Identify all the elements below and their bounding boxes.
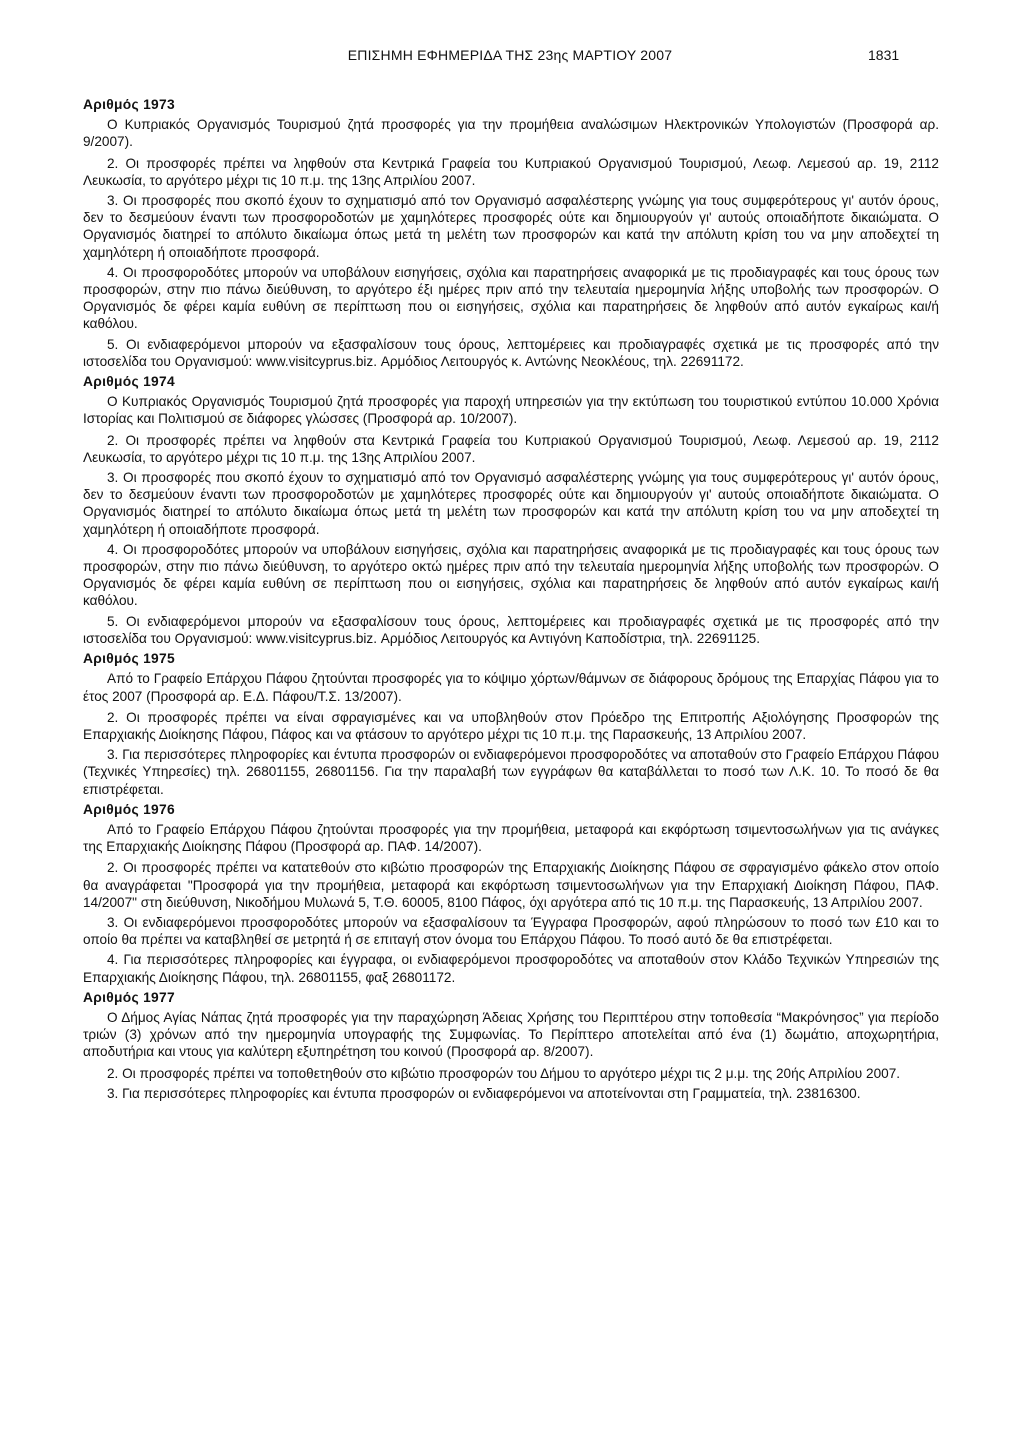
notice-1975: [83, 650, 939, 798]
notice-number: Αριθμός 1974: [83, 374, 175, 390]
notice-1977: [83, 989, 939, 1102]
notice-paragraph: Από το Γραφείο Επάρχου Πάφου ζητούνται προσφορές για το κόψιμο χόρτων/θάμνων σε διάφορους δρόμους της Επαρχίας Πάφου για το έτος 2007 (Προσφορά αρ. Ε.Δ. Πάφου/Τ.Σ. 13/2007).: [83, 671, 939, 704]
notice-paragraph: 2. Οι προσφορές πρέπει να τοποθετηθούν στο κιβώτιο προσφορών του Δήμου το αργότερο μέχρι τις 2 μ.μ. της 20ής Απριλίου 2007.: [107, 1065, 901, 1081]
notice-paragraph: 2. Οι προσφορές πρέπει να κατατεθούν στο κιβώτιο προσφορών της Επαρχιακής Διοίκησης Πάφου σε σφραγισμένο φάκελο στον οποίο θα αναγράφεται "Προσφορά για την προμήθεια, μεταφορά και εκφόρτωση τσιμεντοσωλήνων για την Επαρχιακή Διοίκηση Πάφου, ΠΑΦ. 14/2007" στη διεύθυνση, Νικοδήμου Μυλωνά 5, Τ.Θ. 60005, 8100 Πάφος, όχι αργότερα από τις 10 π.μ. της Παρασκευής, 13 Απριλίου 2007.: [83, 860, 939, 910]
document-body: [83, 96, 939, 1105]
page-header: [0, 47, 1024, 67]
notice-paragraph: 3. Για περισσότερες πληροφορίες και έντυπα προσφορών οι ενδιαφερόμενοι να αποτείνονται στη Γραμματεία, τηλ. 23816300.: [107, 1085, 861, 1101]
gazette-title: ΕΠΙΣΗΜΗ ΕΦΗΜΕΡΙΔΑ ΤΗΣ 23ης ΜΑΡΤΙΟΥ 2007: [347, 47, 673, 63]
notice-paragraph: 3. Οι προσφορές που σκοπό έχουν το σχηματισμό από τον Οργανισμό ασφαλέστερης γνώμης για τους συμφερότερους γι' αυτόν όρους, δεν το δεσμεύουν έναντι των προσφοροδοτών με χαμηλότερες προσφορές ούτε και δημιουργούν γι' αυτούς οποιαδήποτε δικαιώματα. Ο Οργανισμός διατηρεί το απόλυτο δικαίωμα όπως μετά τη μελέτη των προσφορών και κατά την απόλυτη κρίση του να μην αποδεχτεί τη χαμηλότερη ή οποιαδήποτε προσφορά.: [83, 470, 939, 537]
notice-number: Αριθμός 1975: [83, 651, 175, 667]
notice-paragraph: 3. Οι ενδιαφερόμενοι προσφοροδότες μπορούν να εξασφαλίσουν τα Έγγραφα Προσφορών, αφού πληρώσουν το ποσό των £10 και το οποίο θα πρέπει να καταβληθεί σε μετρητά ή σε επιταγή στον όνομα του Επάρχου Πάφου. Το ποσό αυτό δε θα επιστρέφεται.: [83, 914, 939, 948]
notice-number: Αριθμός 1973: [83, 97, 175, 112]
notice-paragraph: 5. Οι ενδιαφερόμενοι μπορούν να εξασφαλίσουν τους όρους, λεπτομέρειες και προδιαγραφές σχετικά με τις προσφορές από την ιστοσελίδα του Οργανισμού: www.visitcyprus.biz. Αρμόδιος Λειτουργός κ. Αντώνης Νεοκλέους, τηλ. 22691172.: [83, 336, 939, 369]
notice-paragraph: Ο Κυπριακός Οργανισμός Τουρισμού ζητά προσφορές για την προμήθεια αναλώσιμων Ηλεκτρονικών Υπολογιστών (Προσφορά αρ. 9/2007).: [83, 117, 939, 150]
notice-number: Αριθμός 1976: [83, 801, 175, 817]
page-number: 1831: [868, 47, 900, 63]
notice-paragraph: 2. Οι προσφορές πρέπει να ληφθούν στα Κεντρικά Γραφεία του Κυπριακού Οργανισμού Τουρισμού, Λεωφ. Λεμεσού αρ. 19, 2112 Λευκωσία, το αργότερο μέχρι τις 10 π.μ. της 13ης Απριλίου 2007.: [83, 432, 939, 465]
notice-paragraph: 3. Για περισσότερες πληροφορίες και έντυπα προσφορών οι ενδιαφερόμενοι προσφοροδότες να αποταθούν στο Γραφείο Επάρχου Πάφου (Τεχνικές Υπηρεσίες) τηλ. 26801155, 26801156. Για την παραλαβή των εγγράφων θα καταβάλλεται το ποσό των Λ.Κ. 10. Το ποσό δε θα επιστρέφεται.: [83, 747, 939, 797]
notice-1974: [83, 373, 939, 647]
notice-paragraph: 4. Οι προσφοροδότες μπορούν να υποβάλουν εισηγήσεις, σχόλια και παρατηρήσεις αναφορικά με τις προδιαγραφές και τους όρους των προσφορών, στην πιο πάνω διεύθυνση, το αργότερο οκτώ ημέρες πριν από την τελευταία ημερομηνία λήξης υποβολής των προσφορών. Ο Οργανισμός δε φέρει καμία ευθύνη σε περίπτωση που οι εισηγήσεις, σχόλια και παρατηρήσεις δε ληφθούν από αυτόν εγκαίρως και/ή καθόλου.: [83, 541, 939, 609]
notice-paragraph: 2. Οι προσφορές πρέπει να ληφθούν στα Κεντρικά Γραφεία του Κυπριακού Οργανισμού Τουρισμού, Λεωφ. Λεμεσού αρ. 19, 2112 Λευκωσία, το αργότερο μέχρι τις 10 π.μ. της 13ης Απριλίου 2007.: [83, 155, 939, 188]
notice-1976: [83, 801, 939, 986]
notice-paragraph: 4. Οι προσφοροδότες μπορούν να υποβάλουν εισηγήσεις, σχόλια και παρατηρήσεις αναφορικά με τις προδιαγραφές και τους όρους των προσφορών, στην πιο πάνω διεύθυνση, το αργότερο έξι ημέρες πριν από την τελευταία ημερομηνία λήξης υποβολής των προσφορών. Ο Οργανισμός δε φέρει καμία ευθύνη σε περίπτωση που οι εισηγήσεις, σχόλια και παρατηρήσεις δε ληφθούν από αυτόν εγκαίρως και/ή καθόλου.: [83, 264, 939, 332]
notice-paragraph: Ο Δήμος Αγίας Νάπας ζητά προσφορές για την παραχώρηση Άδειας Χρήσης του Περιπτέρου στην τοποθεσία “Μακρόνησος” για περίοδο τριών (3) χρόνων από την ημερομηνία υπογραφής της Συμφωνίας. Το Περίπτερο αποτελείται από ένα (1) δωμάτιο, αποχωρητήρια, αποδυτήρια και ντους για καλύτερη εξυπηρέτηση του κοινού (Προσφορά αρ. 8/2007).: [83, 1009, 939, 1060]
notice-paragraph: Από το Γραφείο Επάρχου Πάφου ζητούνται προσφορές για την προμήθεια, μεταφορά και εκφόρτωση τσιμεντοσωλήνων για τις ανάγκες της Επαρχιακής Διοίκησης Πάφου (Προσφορά αρ. ΠΑΦ. 14/2007).: [83, 821, 939, 855]
notice-paragraph: Ο Κυπριακός Οργανισμός Τουρισμού ζητά προσφορές για παροχή υπηρεσιών για την εκτύπωση του τουριστικού εντύπου 10.000 Χρόνια Ιστορίας και Πολιτισμού σε διάφορες γλώσσες (Προσφορά αρ. 10/2007).: [83, 394, 939, 427]
notice-number: Αριθμός 1977: [83, 989, 175, 1005]
notice-paragraph: 2. Οι προσφορές πρέπει να είναι σφραγισμένες και να υποβληθούν στον Πρόεδρο της Επιτροπής Αξιολόγησης Προσφορών της Επαρχιακής Διοίκησης Πάφου, Πάφος και να φτάσουν το αργότερο μέχρι τις 10 π.μ. της Παρασκευής, 13 Απριλίου 2007.: [83, 709, 939, 742]
notice-paragraph: 5. Οι ενδιαφερόμενοι μπορούν να εξασφαλίσουν τους όρους, λεπτομέρειες και προδιαγραφές σχετικά με τις προσφορές από την ιστοσελίδα του Οργανισμού: www.visitcyprus.biz. Αρμόδιος Λειτουργός κα Αντιγόνη Καποδίστρια, τηλ. 22691125.: [83, 613, 939, 646]
notice-paragraph: 3. Οι προσφορές που σκοπό έχουν το σχηματισμό από τον Οργανισμό ασφαλέστερης γνώμης για τους συμφερότερους γι' αυτόν όρους, δεν το δεσμεύουν έναντι των προσφοροδοτών με χαμηλότερες προσφορές ούτε και δημιουργούν γι' αυτούς οποιαδήποτε δικαιώματα. Ο Οργανισμός διατηρεί το απόλυτο δικαίωμα όπως μετά τη μελέτη των προσφορών και κατά την απόλυτη κρίση του να μην αποδεχτεί τη χαμηλότερη ή οποιαδήποτε προσφορά.: [83, 193, 939, 260]
notice-paragraph: 4. Για περισσότερες πληροφορίες και έγγραφα, οι ενδιαφερόμενοι προσφοροδότες να αποταθούν στον Κλάδο Τεχνικών Υπηρεσιών της Επαρχιακής Διοίκησης Πάφου, τηλ. 26801155, φαξ 26801172.: [83, 952, 939, 985]
notice-1973: [83, 96, 939, 370]
